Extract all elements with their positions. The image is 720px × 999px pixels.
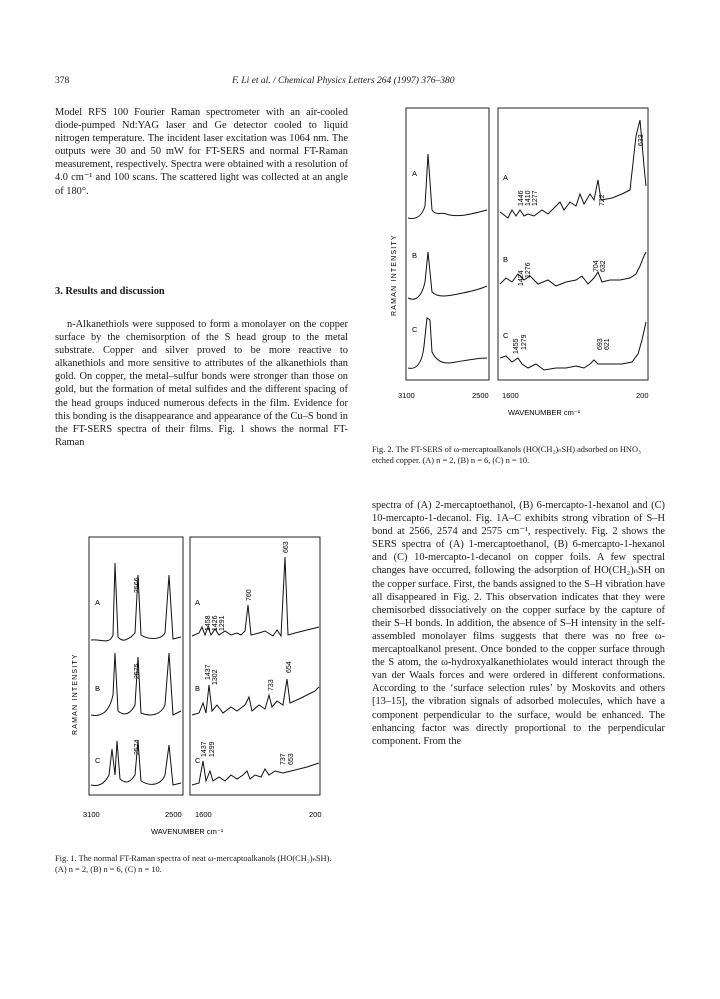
results-paragraph: n-Alkanethiols were supposed to form a monolayer on the copper surface by the chemisorption of the S head group to the metal substrate. Copper and silver proved to be more reactive to alkanethiols and more sensitive to attributes of the alkanethiols than gold. On copper, the metal–sulfur bonds were stronger than those on gold, but the formation of metal sulfides and the different spacing of the head groups induced numerous defects in the film. Evidence for this bonding is the disappearance and appearance of the Cu–S bond in the FT-SERS spectra of their films. Fig. 1 shows the normal FT-Raman: [55, 319, 348, 448]
fig2-tick-1600: 1600: [502, 391, 519, 400]
running-head: F. Li et al. / Chemical Physics Letters 264 (1997) 376–380: [232, 76, 455, 86]
fig1-tick-3100: 3100: [83, 810, 100, 819]
fig1-peak-a-1: 1458: [205, 615, 212, 631]
fig2-tick-3100: 3100: [398, 391, 415, 400]
right-column: [372, 499, 665, 748]
fig2-peak-c-1: 1455: [513, 338, 520, 354]
fig2-tick-200: 200: [636, 391, 649, 400]
fig2-trace-b-left: [408, 252, 487, 299]
figure-2-caption: Fig. 2. The FT-SERS of ω-mercaptoalkanols (HO(CH₂)ₙSH) adsorbed on HNO₃ etched copper. (A) n = 2, (B) n = 6, (C) n = 10.: [372, 445, 641, 465]
fig2-peak-b-3: 704: [593, 260, 600, 272]
page-number: 378: [55, 76, 70, 86]
fig1-peak-c-1: 1437: [201, 741, 208, 757]
fig2-label-b-right: B: [503, 255, 509, 264]
fig1-trace-b-left: [91, 653, 181, 715]
fig2-xlabel: WAVENUMBER cm⁻¹: [508, 408, 581, 417]
fig2-peak-a-2: 1410: [525, 190, 532, 206]
fig2-peak-b-1: 1424: [518, 270, 525, 286]
fig1-peak-c-sh: 2574: [134, 739, 141, 755]
fig2-peak-a-4: 722: [599, 194, 606, 206]
fig1-trace-c-right: [192, 761, 319, 785]
fig1-peak-a-sh: 2566: [134, 577, 141, 593]
fig1-tick-2500: 2500: [165, 810, 182, 819]
fig2-peak-b-4: 632: [600, 260, 607, 272]
fig2-tick-2500: 2500: [472, 391, 489, 400]
figure-2: [372, 106, 672, 436]
fig1-label-c-right: C: [195, 756, 201, 765]
fig2-trace-c-left: [408, 318, 487, 368]
fig1-peak-c-4: 653: [288, 753, 295, 765]
fig1-ylabel: RAMAN INTENSITY: [72, 653, 79, 735]
fig1-peak-b-sh: 2575: [134, 663, 141, 679]
fig1-peak-b-2: 1302: [212, 669, 219, 685]
fig1-label-a-left: A: [95, 598, 101, 607]
figure-1: [55, 535, 350, 847]
left-column-intro: [55, 106, 348, 198]
fig2-peak-c-2: 1279: [521, 334, 528, 350]
fig1-peak-b-4: 654: [286, 661, 293, 673]
left-column-results: [55, 318, 348, 449]
fig2-panel-left-frame: [406, 108, 489, 380]
fig1-peak-a-5: 663: [283, 541, 290, 553]
fig1-label-c-left: C: [95, 756, 101, 765]
fig2-peak-c-4: 621: [604, 338, 611, 350]
fig1-peak-a-2: 1426: [212, 615, 219, 631]
fig1-label-b-left: B: [95, 684, 101, 693]
fig2-peak-b-2: 1276: [525, 262, 532, 278]
fig2-label-c-left: C: [412, 325, 418, 334]
fig1-tick-1600: 1600: [195, 810, 212, 819]
fig2-peak-a-3: 1277: [532, 190, 539, 206]
fig2-peak-c-3: 693: [597, 338, 604, 350]
fig2-peak-a-5: 633: [638, 134, 645, 146]
fig2-label-c-right: C: [503, 331, 509, 340]
fig1-peak-c-3: 737: [280, 753, 287, 765]
fig1-peak-b-1: 1437: [205, 664, 212, 680]
continued-paragraph: spectra of (A) 2-mercaptoethanol, (B) 6-mercapto-1-hexanol and (C) 10-mercapto-1-decanol. Fig. 1A–C exhibits strong vibration of S–H bond at 2566, 2574 and 2575 cm⁻¹, respectively. Fig. 2 shows the SERS spectra of (A) 1-mercaptoethanol, (B) 6-mercapto-1-hexanol and (C) 10-mercapto-1-decanol on copper foils. A few spectral changes have occurred, following the adsorption of HO(CH₂)ₙSH on the copper surface. First, the bands assigned to the S–H vibration have all disappeared in Fig. 2. This observation indicates that they were chemisorbed dissociatively on the copper surface by the capture of their S–H bonds. In addition, the absence of S–H intensity in the self-assembled monolayer films suggests that there was no free ω-mercaptoalkanol present. Once bonded to the copper surface through the S atom, the ω-hydroxyalkanethiolates would interact through the van der Waals forces and were ordered in different conformations. According to the ‘surface selection rules’ by Moskovits and others [13–15], the vibration signals of adsorbed molecules, which have a component perpendicular to the surface, would be enhanced. The enhancing factor was directly proportional to the perpendicular component. From the: [372, 500, 665, 747]
section-heading: 3. Results and discussion: [55, 286, 165, 297]
fig1-label-b-right: B: [195, 684, 201, 693]
fig1-trace-a-left: [91, 563, 181, 641]
fig1-xlabel: WAVENUMBER cm⁻¹: [151, 827, 224, 836]
fig2-trace-a-left: [408, 154, 487, 219]
fig1-tick-200: 200: [309, 810, 322, 819]
fig2-peak-a-1: 1446: [518, 190, 525, 206]
fig2-label-a-right: A: [503, 173, 509, 182]
fig1-peak-b-3: 733: [268, 679, 275, 691]
fig2-label-b-left: B: [412, 251, 418, 260]
intro-paragraph: Model RFS 100 Fourier Raman spectrometer with an air-cooled diode-pumped Nd:YAG laser and Ge detector cooled to liquid nitrogen temperature. The incident laser excitation was 1064 nm. The outputs were 30 and 50 mW for FT-SERS and normal FT-Raman measurement, respectively. Spectra were obtained with a resolution of 4.0 cm⁻¹ and 100 scans. The scattered light was collected at an angle of 180°.: [55, 107, 348, 197]
fig2-ylabel: RAMAN INTENSITY: [391, 234, 398, 316]
fig1-peak-a-4: 760: [246, 589, 253, 601]
fig2-label-a-left: A: [412, 169, 418, 178]
fig1-peak-c-2: 1299: [209, 741, 216, 757]
fig1-label-a-right: A: [195, 598, 201, 607]
fig1-peak-a-3: 1291: [219, 615, 226, 631]
figure-1-caption: Fig. 1. The normal FT-Raman spectra of neat ω-mercaptoalkanols (HO(CH₂)ₙSH). (A) n = 2, (B) n = 6, (C) n = 10.: [55, 854, 332, 874]
